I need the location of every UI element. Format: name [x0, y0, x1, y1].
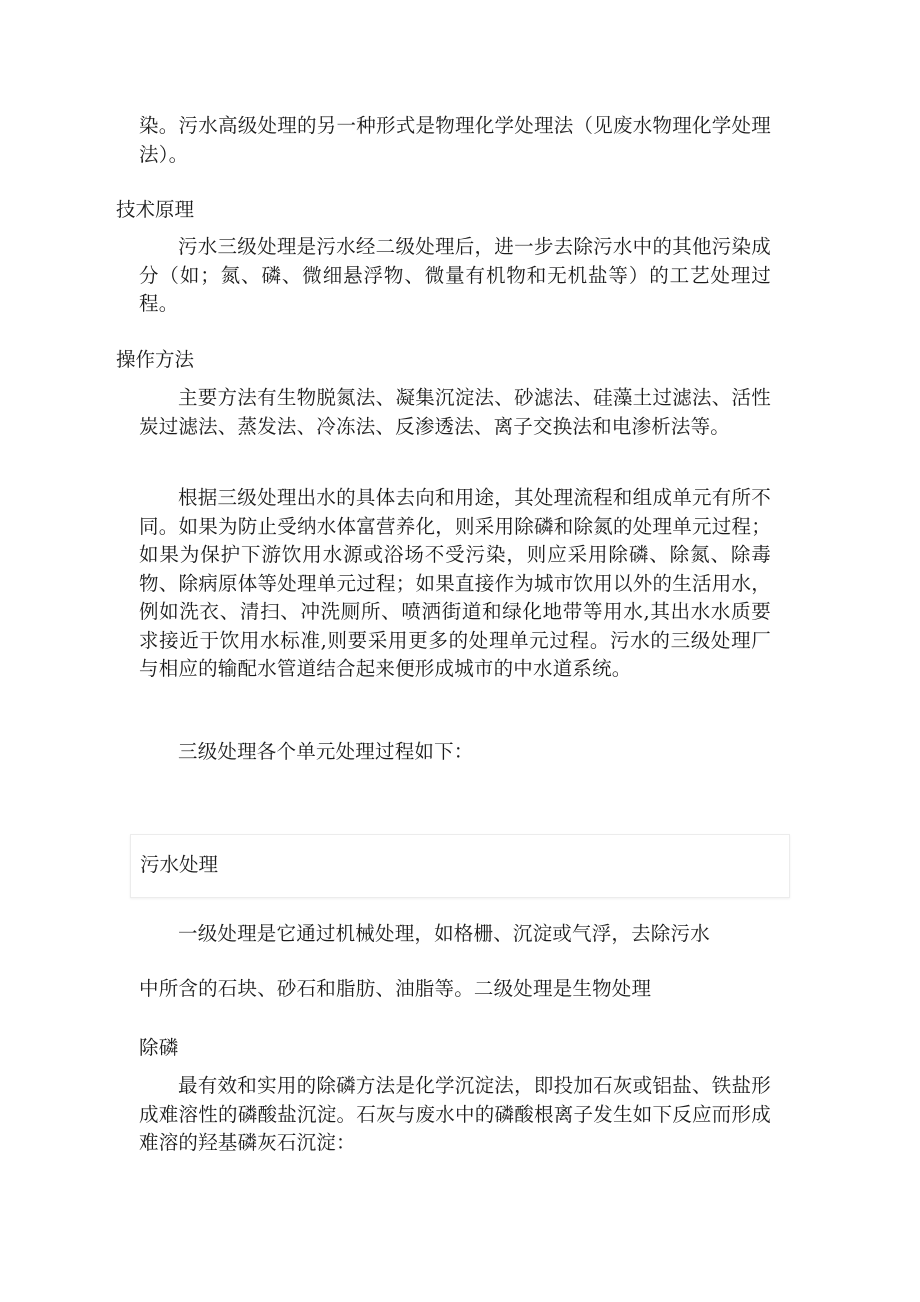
method-paragraph-3: 三级处理各个单元处理过程如下： — [178, 740, 474, 763]
phosphorus-paragraph: 最有效和实用的除磷方法是化学沉淀法，即投加石灰或铝盐、铁盐形成难溶性的磷酸盐沉淀。石灰与废水中的磷酸根离子发生如下反应而形成难溶的羟基磷灰石沉淀： — [139, 1074, 771, 1154]
method-paragraph-2: 根据三级处理出水的具体去向和用途，其处理流程和组成单元有所不同。如果为防止受纳水体富营养化，则采用除磷和除氮的处理单元过程；如果为保护下游饮用水源或浴场不受污染，则应采用除磷、除氮、除毒物、除病原体等处理单元过程；如果直接作为城市饮用以外的生活用水，例如洗衣、清扫、冲洗厕所、喷洒街道和绿化地带等用水,其出水水质要求接近于饮用水标准,则要采用更多的处理单元过程。污水的三级处理厂与相应的输配水管道结合起来便形成城市的中水道系统。 — [139, 486, 771, 680]
phosphorus-heading: 除磷 — [139, 1036, 179, 1059]
principle-heading: 技术原理 — [116, 198, 195, 221]
method-paragraph-1: 主要方法有生物脱氮法、凝集沉淀法、砂滤法、硅藻土过滤法、活性炭过滤法、蒸发法、冷冻法、反渗透法、离子交换法和电渗析法等。 — [139, 386, 771, 438]
principle-paragraph: 污水三级处理是污水经二级处理后，进一步去除污水中的其他污染成分（如；氮、磷、微细悬浮物、微量有机物和无机盐等）的工艺处理过程。 — [139, 235, 771, 315]
intro-continuation-paragraph: 染。污水高级处理的另一种形式是物理化学处理法（见废水物理化学处理法）。 — [139, 114, 771, 166]
sewage-treatment-caption: 污水处理 — [140, 853, 219, 876]
sewage-treatment-caption-box — [130, 834, 790, 898]
treatment-line-1: 一级处理是它通过机械处理，如格栅、沉淀或气浮，去除污水 — [178, 922, 710, 945]
method-heading: 操作方法 — [116, 348, 195, 371]
treatment-line-2: 中所含的石块、砂石和脂肪、油脂等。二级处理是生物处理 — [139, 977, 652, 1000]
